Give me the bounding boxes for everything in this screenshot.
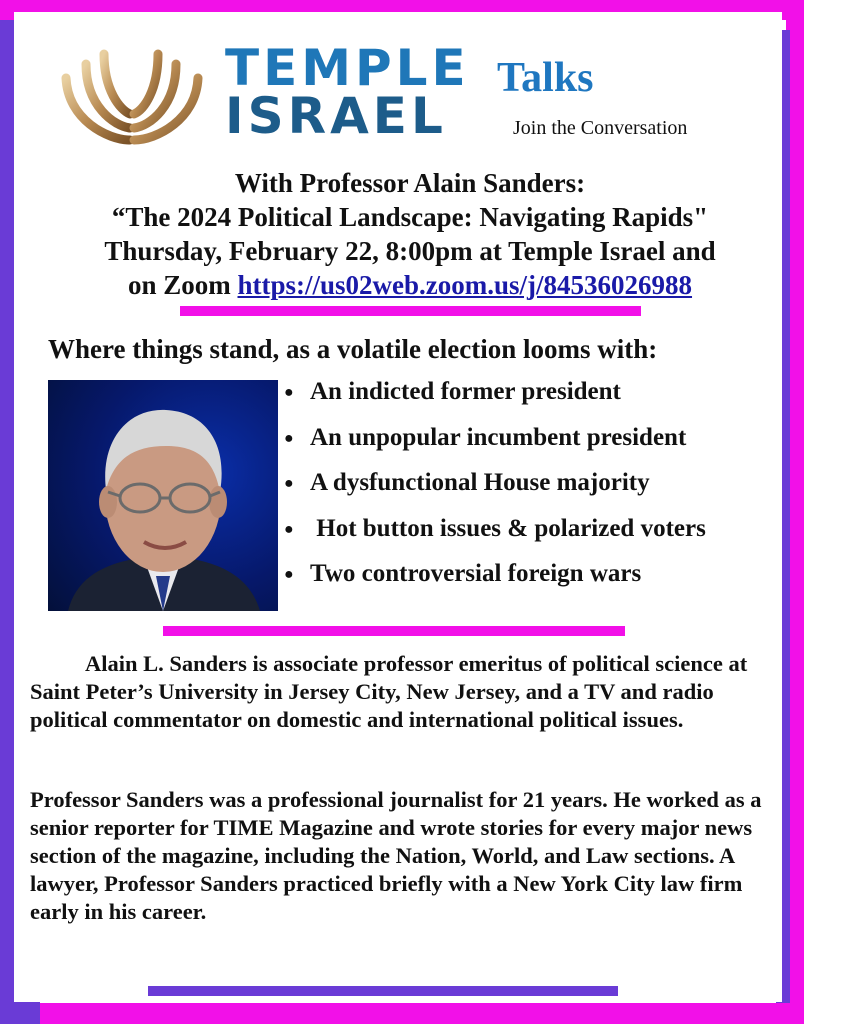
- zoom-prefix: on Zoom: [127, 270, 238, 300]
- list-item: [284, 515, 706, 561]
- event-title-line: “The 2024 Political Landscape: Navigating Rapids": [111, 202, 709, 232]
- frame-bottom-border: [0, 1003, 800, 1024]
- section-subhead: Where things stand, as a volatile election looms with:: [48, 334, 658, 364]
- list-item: [284, 560, 706, 606]
- list-item: [284, 424, 706, 470]
- bio-paragraph-2: Professor Sanders was a professional journalist for 21 years. He worked as a senior reporter for TIME Magazine and wrote stories for every major news section of the magazine, including the Nation, World, and Law sections. A lawyer, Professor Sanders practiced briefly with a New York City law firm early in his career.: [30, 787, 762, 924]
- event-date-line: Thursday, February 22, 8:00pm at Temple Israel and: [104, 236, 716, 266]
- speaker-photo: [48, 380, 278, 611]
- event-heading: [30, 166, 790, 302]
- divider-bottom: [148, 986, 618, 996]
- list-item-text: Hot button issues & polarized voters: [310, 514, 706, 542]
- list-item-text: A dysfunctional House majority: [310, 469, 650, 496]
- issue-list: [284, 378, 706, 606]
- brand-line-1: TEMPLE: [225, 39, 470, 97]
- bullet-dot-icon: ●: [284, 566, 294, 584]
- bullet-dot-icon: ●: [284, 429, 294, 447]
- event-zoom-line: [30, 268, 790, 302]
- menorah-logo-icon: [58, 40, 218, 152]
- bullet-dot-icon: ●: [284, 475, 294, 493]
- tagline: Join the Conversation: [513, 117, 688, 139]
- brand-line-2: ISRAEL: [225, 87, 447, 145]
- temple-israel-wordmark: [225, 39, 470, 145]
- bio-paragraph-1: Alain L. Sanders is associate professor emeritus of political science at Saint Peter’s University in Jersey City, New Jersey, and a TV and radio political commentator on domestic and international political issues.: [30, 651, 748, 732]
- bullet-dot-icon: ●: [284, 520, 294, 538]
- list-item: [284, 469, 706, 515]
- zoom-link[interactable]: https://us02web.zoom.us/j/84536026988: [237, 270, 693, 300]
- bullet-dot-icon: ●: [284, 384, 294, 402]
- list-item-text: Two controversial foreign wars: [310, 560, 642, 587]
- speaker-portrait-illustration: [48, 380, 278, 611]
- series-title: Talks: [497, 55, 594, 101]
- divider-top: [180, 306, 641, 316]
- event-speaker-line: With Professor Alain Sanders:: [234, 168, 586, 198]
- list-item-text: An indicted former president: [310, 378, 621, 405]
- list-item: [284, 378, 706, 424]
- list-item-text: An unpopular incumbent president: [310, 423, 687, 451]
- divider-middle: [163, 626, 625, 636]
